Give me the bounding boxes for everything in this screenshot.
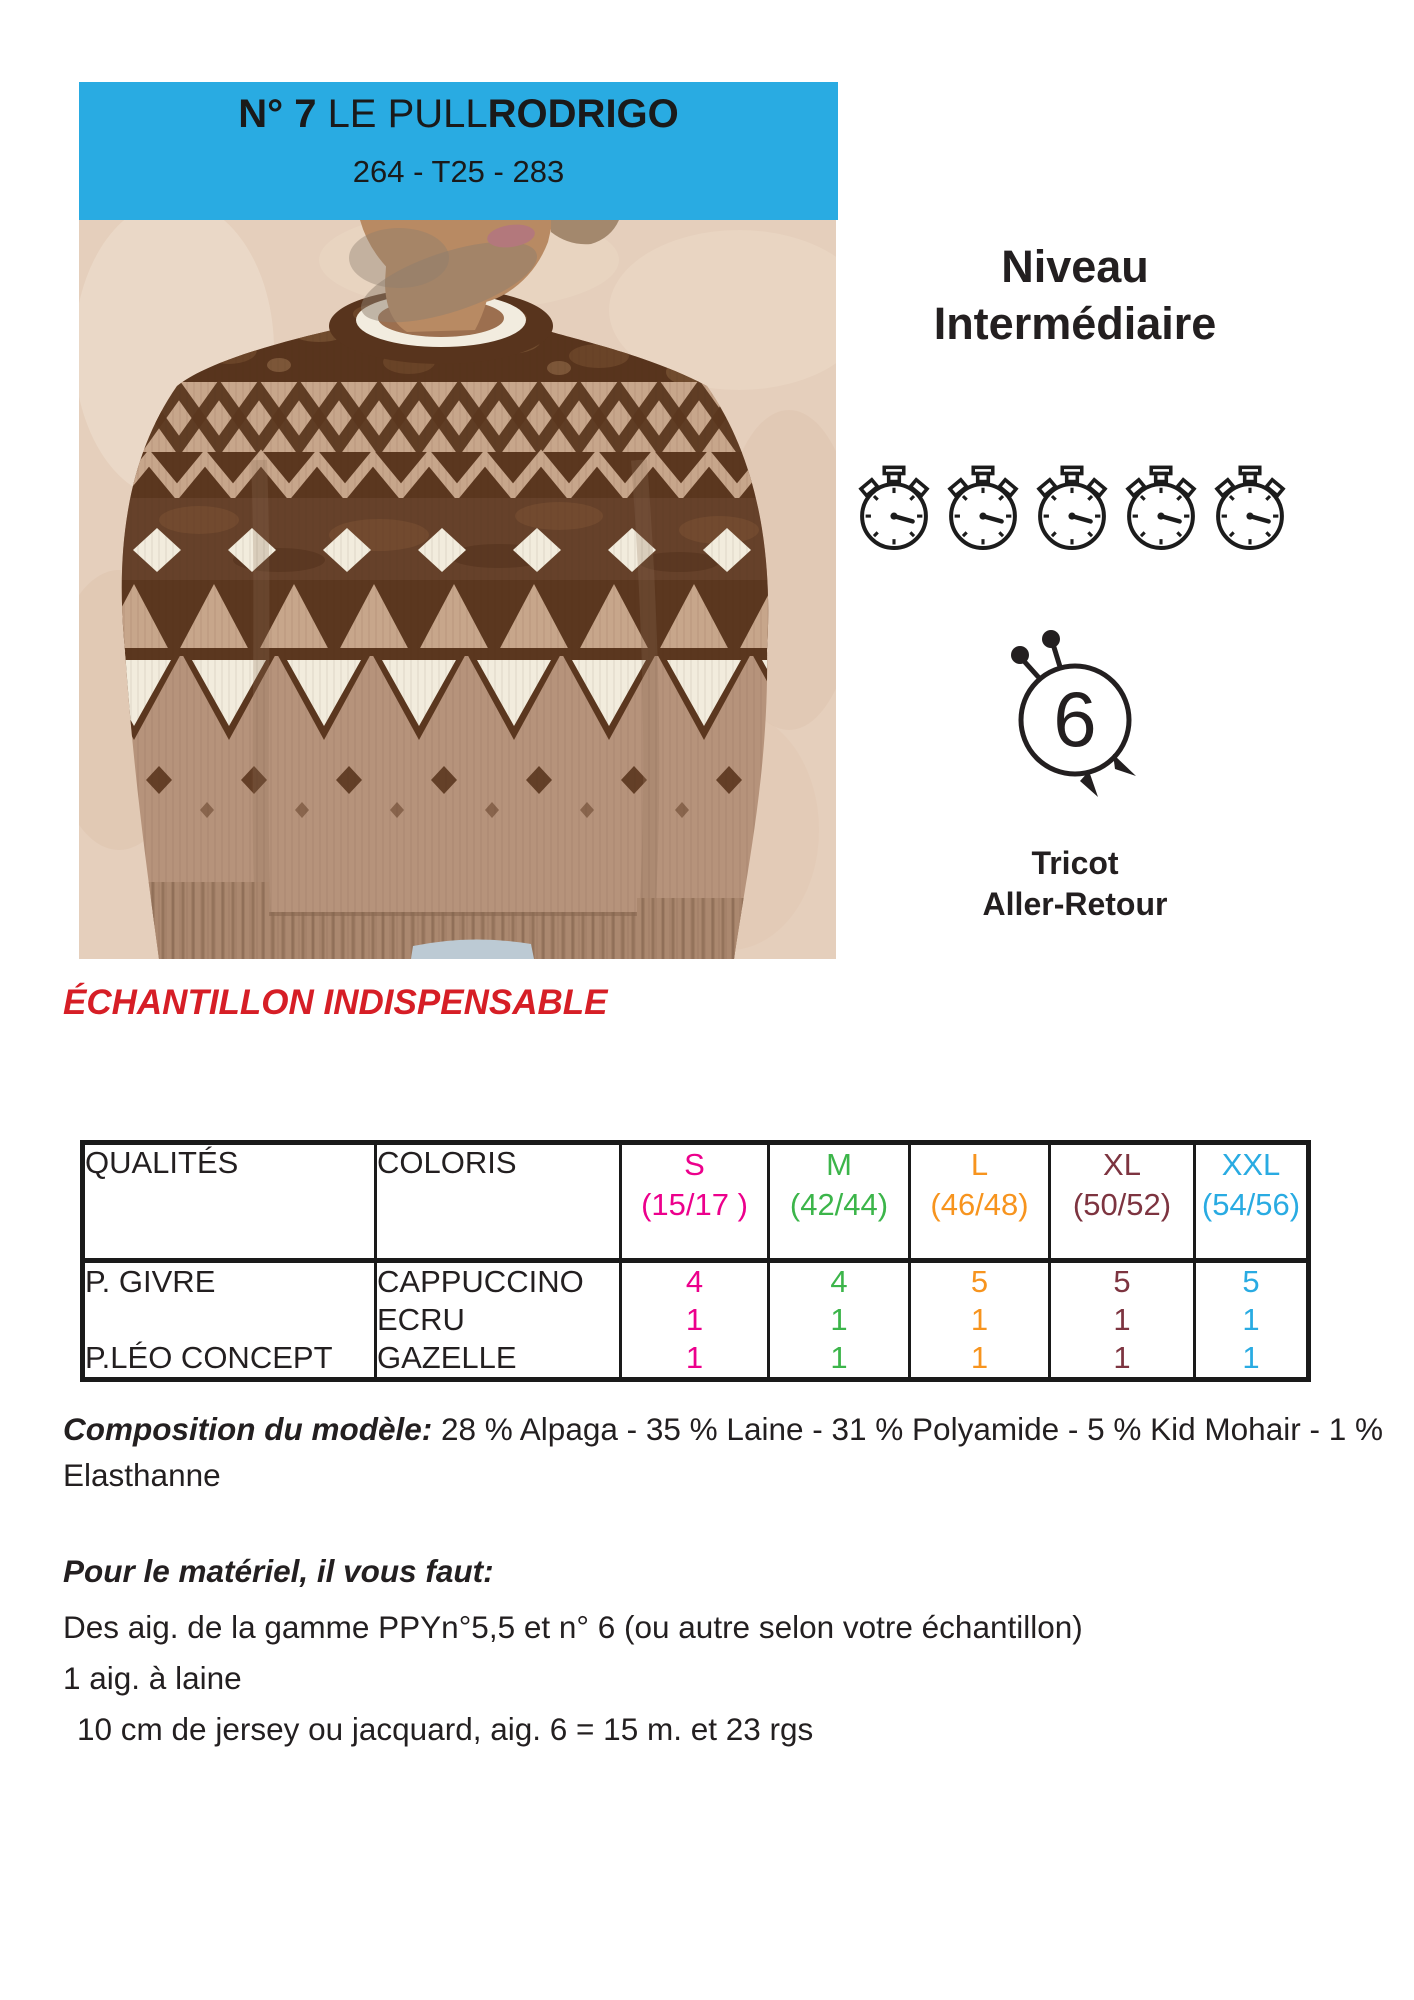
column-header-qualities: QUALITÉS: [83, 1143, 376, 1261]
ball-count: 5: [1113, 1264, 1131, 1299]
size-label: L: [970, 1147, 989, 1182]
title-number: N° 7: [238, 92, 328, 136]
title-lepull: LE PULL: [327, 92, 488, 136]
ball-count: 4: [830, 1264, 848, 1299]
coloris-cell: [376, 1261, 621, 1380]
composition-text: 28 % Alpaga - 35 % Laine - 31 % Polyamide - 5 % Kid Mohair - 1 % Elasthanne: [63, 1411, 1383, 1493]
quality-name: [85, 1301, 374, 1339]
coloris-name: ECRU: [377, 1302, 465, 1337]
sweater-photo-illustration: [79, 220, 836, 959]
ball-count: 4: [685, 1264, 704, 1299]
level-heading: [855, 238, 1295, 352]
material-lead: Pour le matériel, il vous faut:: [63, 1553, 494, 1589]
yarn-quantity-table: [80, 1140, 1311, 1382]
size-range: (15/17 ): [641, 1187, 748, 1222]
ball-count: 1: [1113, 1340, 1131, 1375]
needle-size-gauge: [995, 628, 1151, 798]
difficulty-stopwatches: [852, 460, 1292, 558]
material-section: [63, 1548, 1401, 1755]
column-header-coloris: COLORIS: [376, 1143, 621, 1261]
quality-name: P. GIVRE: [85, 1264, 216, 1299]
quantity-cell-s: [621, 1261, 769, 1380]
quality-name: P.LÉO CONCEPT: [85, 1340, 333, 1375]
quantity-cell-m: [769, 1261, 910, 1380]
size-label: XL: [1103, 1147, 1141, 1182]
stopwatch-icon: [1033, 460, 1111, 558]
composition-paragraph: [63, 1406, 1401, 1498]
technique-line1: Tricot: [1031, 845, 1119, 881]
size-label: S: [684, 1147, 705, 1182]
coloris-name: GAZELLE: [377, 1340, 517, 1375]
column-header-size-s: [621, 1143, 769, 1261]
model-photo: [79, 220, 836, 959]
material-line-needles: Des aig. de la gamme PPYn°5,5 et n° 6 (ou autre selon votre échantillon): [63, 1609, 1083, 1645]
ball-count: 1: [970, 1340, 989, 1375]
quantity-cell-xl: [1050, 1261, 1195, 1380]
reference-numbers: 264 - T25 - 283: [352, 154, 565, 189]
size-label: M: [826, 1147, 852, 1182]
column-header-size-l: [910, 1143, 1050, 1261]
stopwatch-icon: [944, 460, 1022, 558]
coloris-name: CAPPUCCINO: [377, 1264, 584, 1299]
ball-count: 1: [830, 1340, 848, 1375]
technique-line2: Aller-Retour: [982, 886, 1168, 922]
needle-gauge-icon: [995, 628, 1151, 798]
level-line2: Intermédiaire: [933, 298, 1217, 349]
swatch-notice: ÉCHANTILLON INDISPENSABLE: [63, 983, 608, 1022]
composition-lead: Composition du modèle:: [63, 1411, 433, 1447]
column-header-size-xxl: [1195, 1143, 1309, 1261]
quantity-cell-xxl: [1195, 1261, 1309, 1380]
column-header-size-m: [769, 1143, 910, 1261]
needle-size-number: 6: [1053, 675, 1097, 763]
size-range: (50/52): [1072, 1187, 1172, 1222]
table-header-row: [83, 1143, 1309, 1261]
table-body-row: [83, 1261, 1309, 1380]
column-header-size-xl: [1050, 1143, 1195, 1261]
quantity-cell-l: [910, 1261, 1050, 1380]
level-line1: Niveau: [1001, 241, 1149, 292]
technique-label: [880, 843, 1270, 925]
size-range: (46/48): [930, 1187, 1029, 1222]
material-line-wool-needle: 1 aig. à laine: [63, 1660, 242, 1696]
size-range: (54/56): [1201, 1187, 1301, 1222]
title-banner: [79, 82, 838, 220]
title-model-name: RODRIGO: [487, 92, 679, 136]
stopwatch-icon: [1211, 460, 1289, 558]
ball-count: 1: [970, 1302, 989, 1337]
page-title: [79, 82, 838, 137]
ball-count: 1: [685, 1302, 704, 1337]
size-range: (42/44): [789, 1187, 889, 1222]
material-line-gauge: 10 cm de jersey ou jacquard, aig. 6 = 15 m. et 23 rgs: [77, 1711, 814, 1747]
size-label: XXL: [1221, 1147, 1281, 1182]
ball-count: 1: [830, 1302, 848, 1337]
ball-count: 1: [1113, 1302, 1131, 1337]
ball-count: 1: [1242, 1302, 1260, 1337]
quality-cell: [83, 1261, 376, 1380]
ball-count: 1: [1242, 1340, 1260, 1375]
ball-count: 5: [970, 1264, 989, 1299]
stopwatch-icon: [1122, 460, 1200, 558]
ball-count: 5: [1242, 1264, 1260, 1299]
stopwatch-icon: [855, 460, 933, 558]
ball-count: 1: [685, 1340, 704, 1375]
